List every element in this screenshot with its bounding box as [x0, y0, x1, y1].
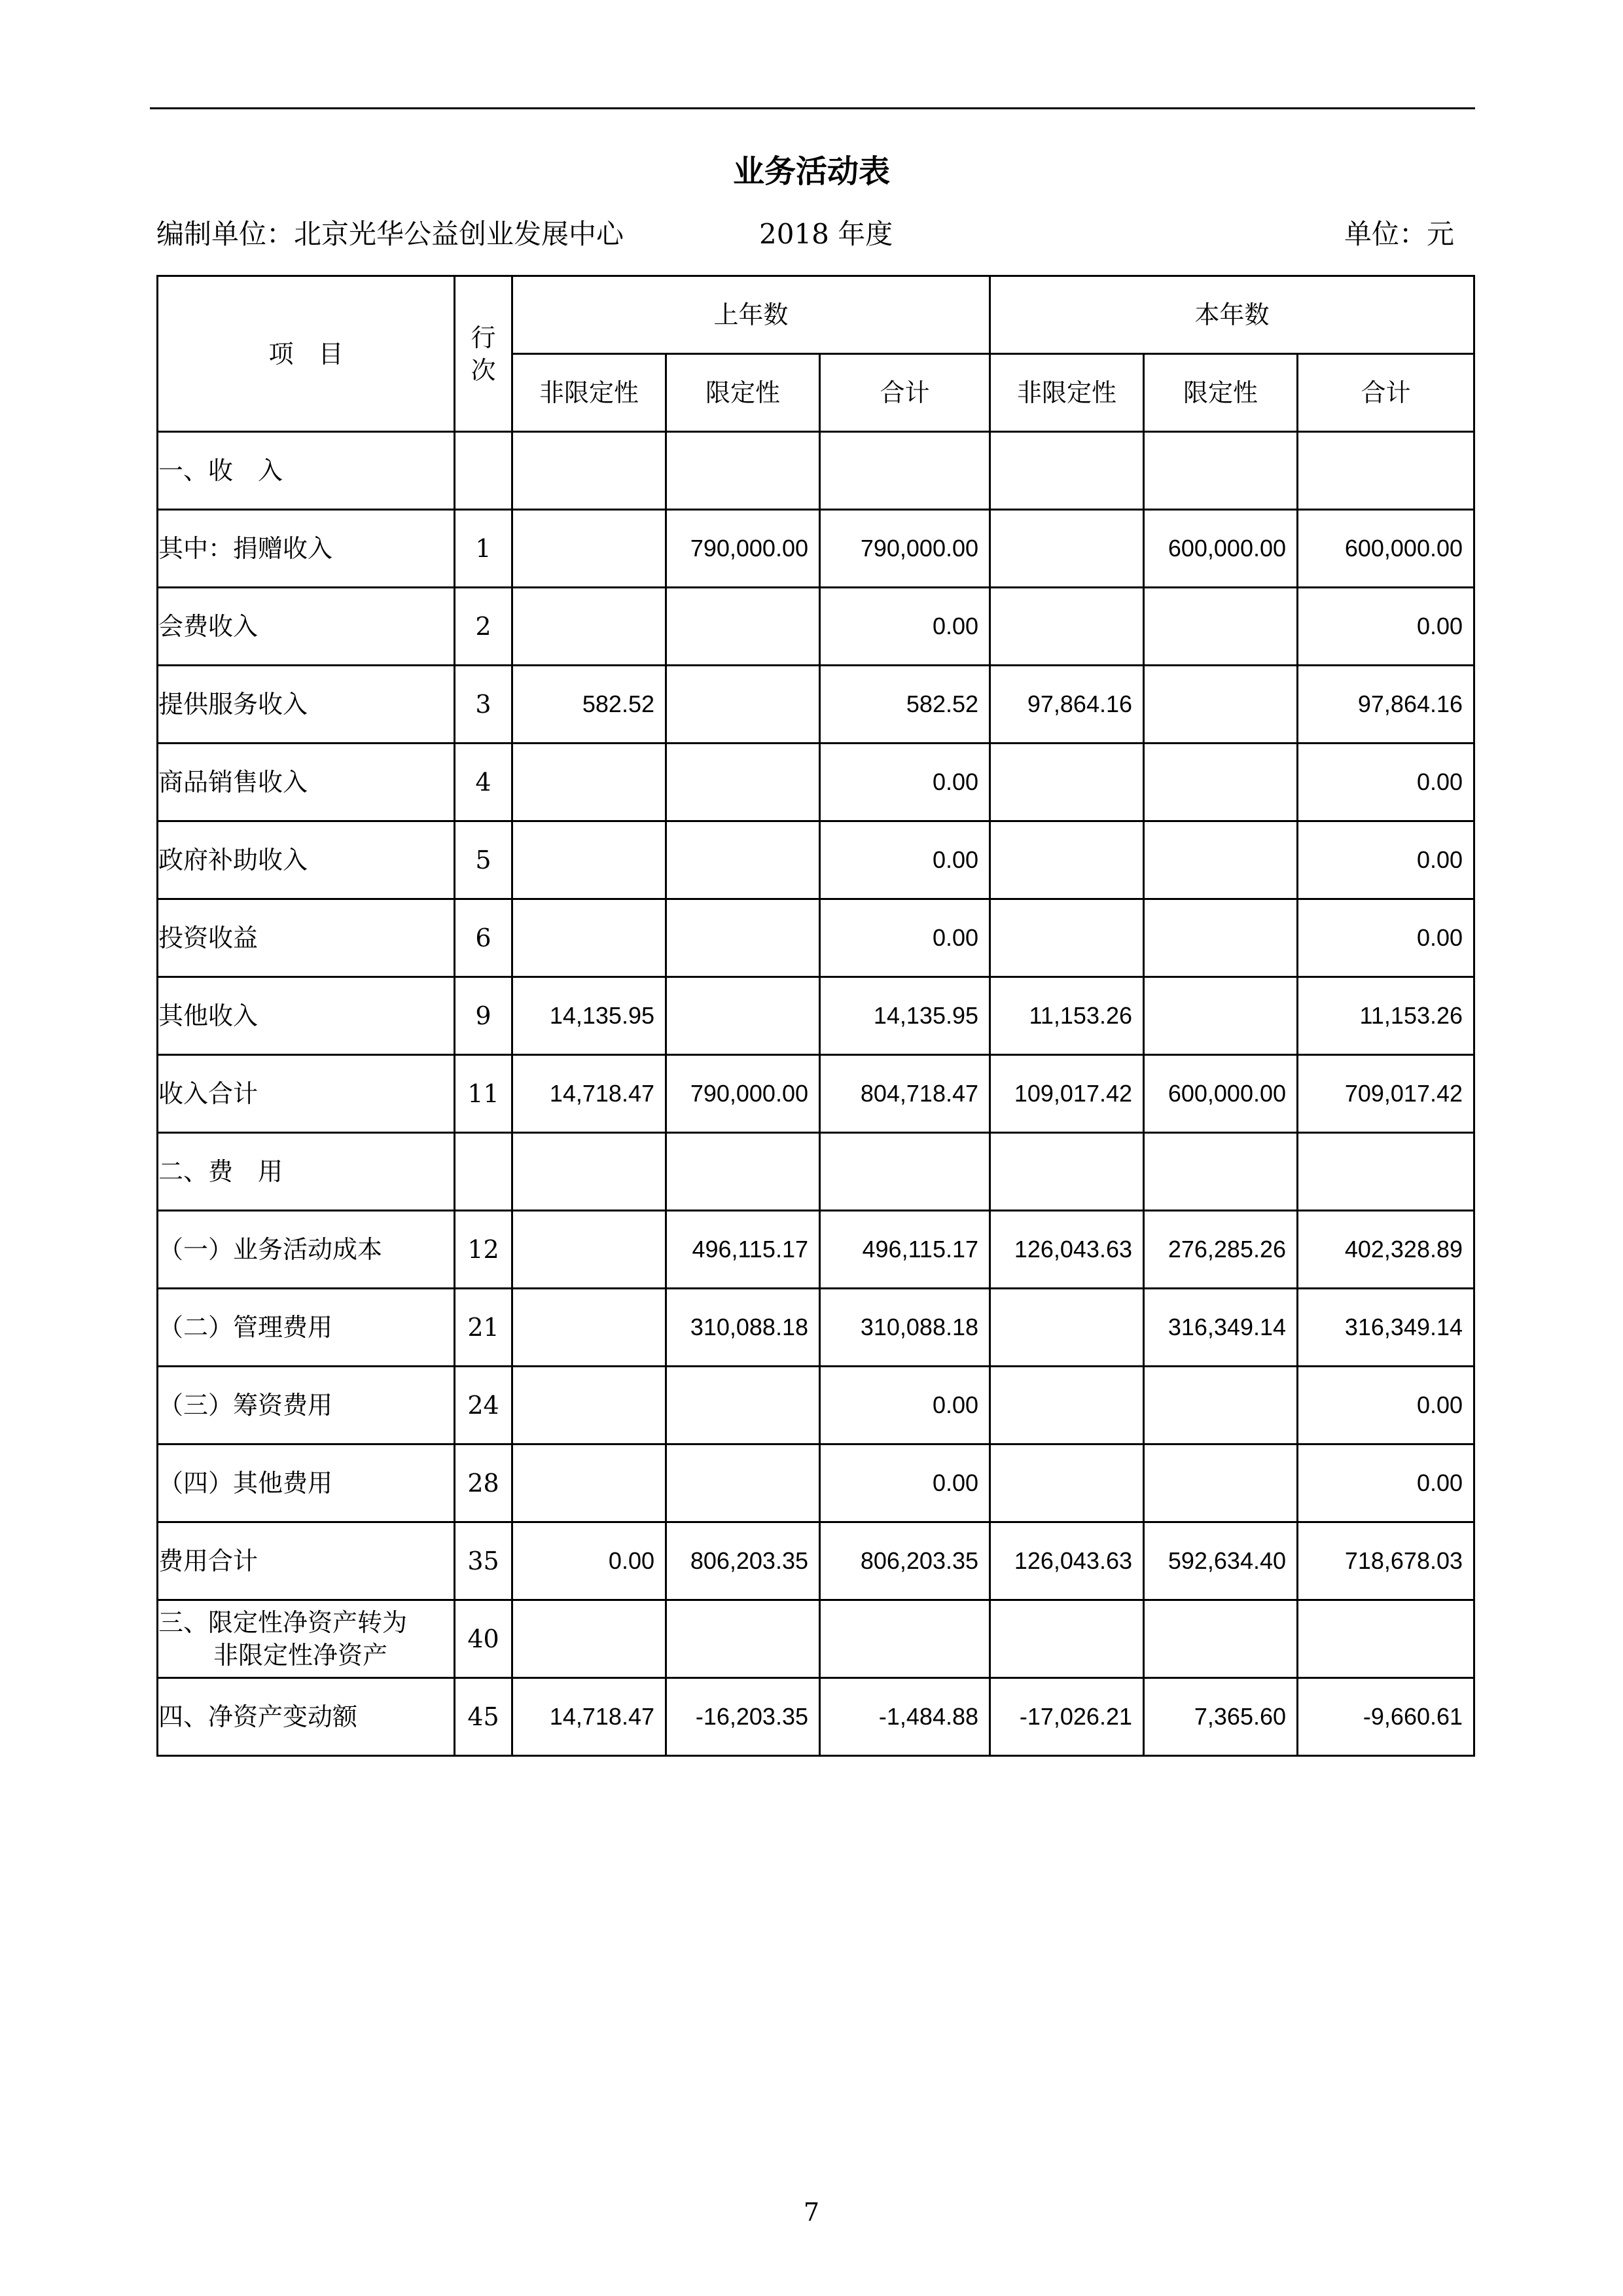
- cell-curr-total: -9,660.61: [1298, 1678, 1474, 1756]
- report-year: 2018 年度: [759, 218, 893, 250]
- cell-curr-restricted: [1144, 1600, 1298, 1678]
- cell-curr-total: [1298, 1133, 1474, 1211]
- table-row: [158, 1678, 1474, 1756]
- row-label: 会费收入: [158, 588, 455, 666]
- cell-curr-total: 718,678.03: [1298, 1522, 1474, 1600]
- row-line-no: 21: [455, 1289, 512, 1367]
- header-curr-unrestricted: 非限定性: [990, 354, 1144, 432]
- cell-prev-restricted: [666, 744, 820, 821]
- cell-prev-unrestricted: [512, 1211, 666, 1289]
- cell-curr-restricted: [1144, 1444, 1298, 1522]
- top-rule: [150, 107, 1475, 109]
- cell-prev-restricted: [666, 432, 820, 510]
- cell-prev-total: 14,135.95: [820, 977, 990, 1055]
- row-label: 投资收益: [158, 899, 455, 977]
- cell-curr-restricted: [1144, 588, 1298, 666]
- cell-curr-total: 0.00: [1298, 588, 1474, 666]
- row-line-no: 28: [455, 1444, 512, 1522]
- cell-curr-unrestricted: -17,026.21: [990, 1678, 1144, 1756]
- cell-prev-restricted: 790,000.00: [666, 510, 820, 588]
- cell-prev-unrestricted: [512, 899, 666, 977]
- cell-curr-total: 402,328.89: [1298, 1211, 1474, 1289]
- cell-prev-restricted: [666, 977, 820, 1055]
- row-label: [158, 1600, 455, 1678]
- cell-curr-unrestricted: [990, 1289, 1144, 1367]
- cell-prev-total: 582.52: [820, 666, 990, 744]
- table-row: [158, 977, 1474, 1055]
- cell-curr-restricted: 316,349.14: [1144, 1289, 1298, 1367]
- cell-curr-restricted: [1144, 666, 1298, 744]
- row-label: 提供服务收入: [158, 666, 455, 744]
- cell-curr-unrestricted: [990, 1600, 1144, 1678]
- cell-prev-restricted: [666, 1367, 820, 1444]
- row-line-no: 4: [455, 744, 512, 821]
- row-line-no: 40: [455, 1600, 512, 1678]
- row-label: 商品销售收入: [158, 744, 455, 821]
- cell-curr-unrestricted: [990, 821, 1144, 899]
- cell-prev-total: 310,088.18: [820, 1289, 990, 1367]
- table-row: [158, 1211, 1474, 1289]
- cell-curr-restricted: 276,285.26: [1144, 1211, 1298, 1289]
- cell-prev-unrestricted: [512, 432, 666, 510]
- cell-curr-unrestricted: [990, 432, 1144, 510]
- cell-curr-total: 0.00: [1298, 821, 1474, 899]
- table-row: [158, 744, 1474, 821]
- cell-prev-restricted: [666, 899, 820, 977]
- row-line-no: 11: [455, 1055, 512, 1133]
- cell-prev-total: 0.00: [820, 899, 990, 977]
- row-label: 其中：捐赠收入: [158, 510, 455, 588]
- header-prev-restricted: 限定性: [666, 354, 820, 432]
- cell-curr-restricted: 600,000.00: [1144, 1055, 1298, 1133]
- header-curr-total: 合计: [1298, 354, 1474, 432]
- table-row: [158, 588, 1474, 666]
- table-row: [158, 432, 1474, 510]
- row-label: 费用合计: [158, 1522, 455, 1600]
- row-label: 四、净资产变动额: [158, 1678, 455, 1756]
- row-line-no: [455, 432, 512, 510]
- cell-curr-unrestricted: 126,043.63: [990, 1522, 1144, 1600]
- cell-prev-total: 0.00: [820, 1367, 990, 1444]
- row-label: （二）管理费用: [158, 1289, 455, 1367]
- cell-curr-total: 316,349.14: [1298, 1289, 1474, 1367]
- cell-curr-unrestricted: [990, 899, 1144, 977]
- row-label: 二、费 用: [158, 1133, 455, 1211]
- row-line-no: 1: [455, 510, 512, 588]
- cell-curr-total: 0.00: [1298, 899, 1474, 977]
- cell-curr-total: 600,000.00: [1298, 510, 1474, 588]
- table-row: [158, 821, 1474, 899]
- cell-curr-restricted: [1144, 1133, 1298, 1211]
- cell-prev-total: -1,484.88: [820, 1678, 990, 1756]
- cell-curr-unrestricted: 126,043.63: [990, 1211, 1144, 1289]
- activity-statement-table: [156, 275, 1475, 1757]
- row-label: 收入合计: [158, 1055, 455, 1133]
- cell-curr-total: 0.00: [1298, 744, 1474, 821]
- cell-prev-unrestricted: [512, 510, 666, 588]
- cell-prev-unrestricted: 582.52: [512, 666, 666, 744]
- cell-prev-restricted: [666, 1444, 820, 1522]
- cell-curr-unrestricted: [990, 1444, 1144, 1522]
- row-label-line1: 三、限定性净资产转为: [158, 1608, 408, 1637]
- cell-curr-total: 709,017.42: [1298, 1055, 1474, 1133]
- cell-prev-unrestricted: 14,718.47: [512, 1678, 666, 1756]
- cell-curr-restricted: 7,365.60: [1144, 1678, 1298, 1756]
- table-row: [158, 1133, 1474, 1211]
- row-label: 政府补助收入: [158, 821, 455, 899]
- cell-curr-restricted: [1144, 899, 1298, 977]
- table-row: [158, 1444, 1474, 1522]
- cell-prev-restricted: [666, 1600, 820, 1678]
- row-line-no: 3: [455, 666, 512, 744]
- cell-prev-unrestricted: [512, 744, 666, 821]
- header-prev-total: 合计: [820, 354, 990, 432]
- table-row: [158, 899, 1474, 977]
- cell-prev-total: 0.00: [820, 1444, 990, 1522]
- cell-prev-restricted: [666, 666, 820, 744]
- cell-prev-restricted: 496,115.17: [666, 1211, 820, 1289]
- row-label-line2: 非限定性净资产: [213, 1641, 388, 1670]
- cell-prev-restricted: -16,203.35: [666, 1678, 820, 1756]
- cell-curr-total: [1298, 1600, 1474, 1678]
- table-row: [158, 1367, 1474, 1444]
- cell-prev-unrestricted: [512, 1367, 666, 1444]
- cell-curr-unrestricted: [990, 744, 1144, 821]
- row-line-no: 2: [455, 588, 512, 666]
- cell-prev-unrestricted: [512, 1600, 666, 1678]
- table-row: [158, 666, 1474, 744]
- currency-unit: 单位：元: [1344, 218, 1454, 250]
- cell-prev-total: 806,203.35: [820, 1522, 990, 1600]
- row-label: （一）业务活动成本: [158, 1211, 455, 1289]
- cell-prev-total: [820, 1133, 990, 1211]
- page-title: 业务活动表: [732, 153, 890, 190]
- row-line-no: 24: [455, 1367, 512, 1444]
- cell-curr-unrestricted: [990, 510, 1144, 588]
- row-line-no: 12: [455, 1211, 512, 1289]
- cell-curr-total: 0.00: [1298, 1367, 1474, 1444]
- table-row: [158, 1522, 1474, 1600]
- cell-prev-unrestricted: [512, 1133, 666, 1211]
- cell-prev-restricted: [666, 821, 820, 899]
- cell-curr-total: 97,864.16: [1298, 666, 1474, 744]
- row-line-no: 5: [455, 821, 512, 899]
- header-curr-restricted: 限定性: [1144, 354, 1298, 432]
- cell-curr-restricted: 592,634.40: [1144, 1522, 1298, 1600]
- header-row-1: [158, 276, 1474, 354]
- cell-curr-unrestricted: 11,153.26: [990, 977, 1144, 1055]
- row-line-no: 35: [455, 1522, 512, 1600]
- header-prev-year: 上年数: [512, 276, 990, 354]
- compiling-unit: 编制单位：北京光华公益创业发展中心: [156, 218, 624, 250]
- cell-curr-total: 0.00: [1298, 1444, 1474, 1522]
- cell-prev-unrestricted: [512, 1289, 666, 1367]
- cell-prev-unrestricted: 0.00: [512, 1522, 666, 1600]
- header-line-no-text: 行 次: [471, 323, 496, 385]
- cell-curr-restricted: [1144, 821, 1298, 899]
- cell-prev-unrestricted: [512, 821, 666, 899]
- row-label: 一、收 入: [158, 432, 455, 510]
- cell-prev-restricted: [666, 1133, 820, 1211]
- cell-prev-total: 0.00: [820, 744, 990, 821]
- header-line-no: [455, 276, 512, 432]
- table-row: [158, 1289, 1474, 1367]
- cell-curr-restricted: [1144, 432, 1298, 510]
- cell-prev-restricted: [666, 588, 820, 666]
- cell-prev-unrestricted: [512, 1444, 666, 1522]
- header-prev-unrestricted: 非限定性: [512, 354, 666, 432]
- table-row: [158, 510, 1474, 588]
- row-label: （三）筹资费用: [158, 1367, 455, 1444]
- cell-curr-restricted: [1144, 977, 1298, 1055]
- row-line-no: [455, 1133, 512, 1211]
- row-line-no: 9: [455, 977, 512, 1055]
- table-row: [158, 1055, 1474, 1133]
- cell-prev-restricted: 806,203.35: [666, 1522, 820, 1600]
- page-number: 7: [803, 2198, 820, 2227]
- row-line-no: 6: [455, 899, 512, 977]
- row-line-no: 45: [455, 1678, 512, 1756]
- cell-curr-unrestricted: 109,017.42: [990, 1055, 1144, 1133]
- cell-curr-restricted: [1144, 744, 1298, 821]
- cell-prev-total: 0.00: [820, 588, 990, 666]
- cell-curr-total: 11,153.26: [1298, 977, 1474, 1055]
- cell-prev-total: [820, 1600, 990, 1678]
- cell-prev-unrestricted: 14,135.95: [512, 977, 666, 1055]
- cell-curr-restricted: [1144, 1367, 1298, 1444]
- cell-prev-total: 0.00: [820, 821, 990, 899]
- cell-curr-unrestricted: [990, 588, 1144, 666]
- header-curr-year: 本年数: [990, 276, 1474, 354]
- cell-curr-unrestricted: [990, 1367, 1144, 1444]
- cell-prev-total: [820, 432, 990, 510]
- table-row: [158, 1600, 1474, 1678]
- cell-curr-total: [1298, 432, 1474, 510]
- cell-prev-unrestricted: 14,718.47: [512, 1055, 666, 1133]
- cell-curr-restricted: 600,000.00: [1144, 510, 1298, 588]
- cell-curr-unrestricted: [990, 1133, 1144, 1211]
- cell-prev-restricted: 790,000.00: [666, 1055, 820, 1133]
- header-item: 项 目: [158, 276, 455, 432]
- row-label: 其他收入: [158, 977, 455, 1055]
- cell-prev-restricted: 310,088.18: [666, 1289, 820, 1367]
- cell-prev-total: 790,000.00: [820, 510, 990, 588]
- row-label: （四）其他费用: [158, 1444, 455, 1522]
- cell-prev-total: 804,718.47: [820, 1055, 990, 1133]
- cell-curr-unrestricted: 97,864.16: [990, 666, 1144, 744]
- cell-prev-total: 496,115.17: [820, 1211, 990, 1289]
- cell-prev-unrestricted: [512, 588, 666, 666]
